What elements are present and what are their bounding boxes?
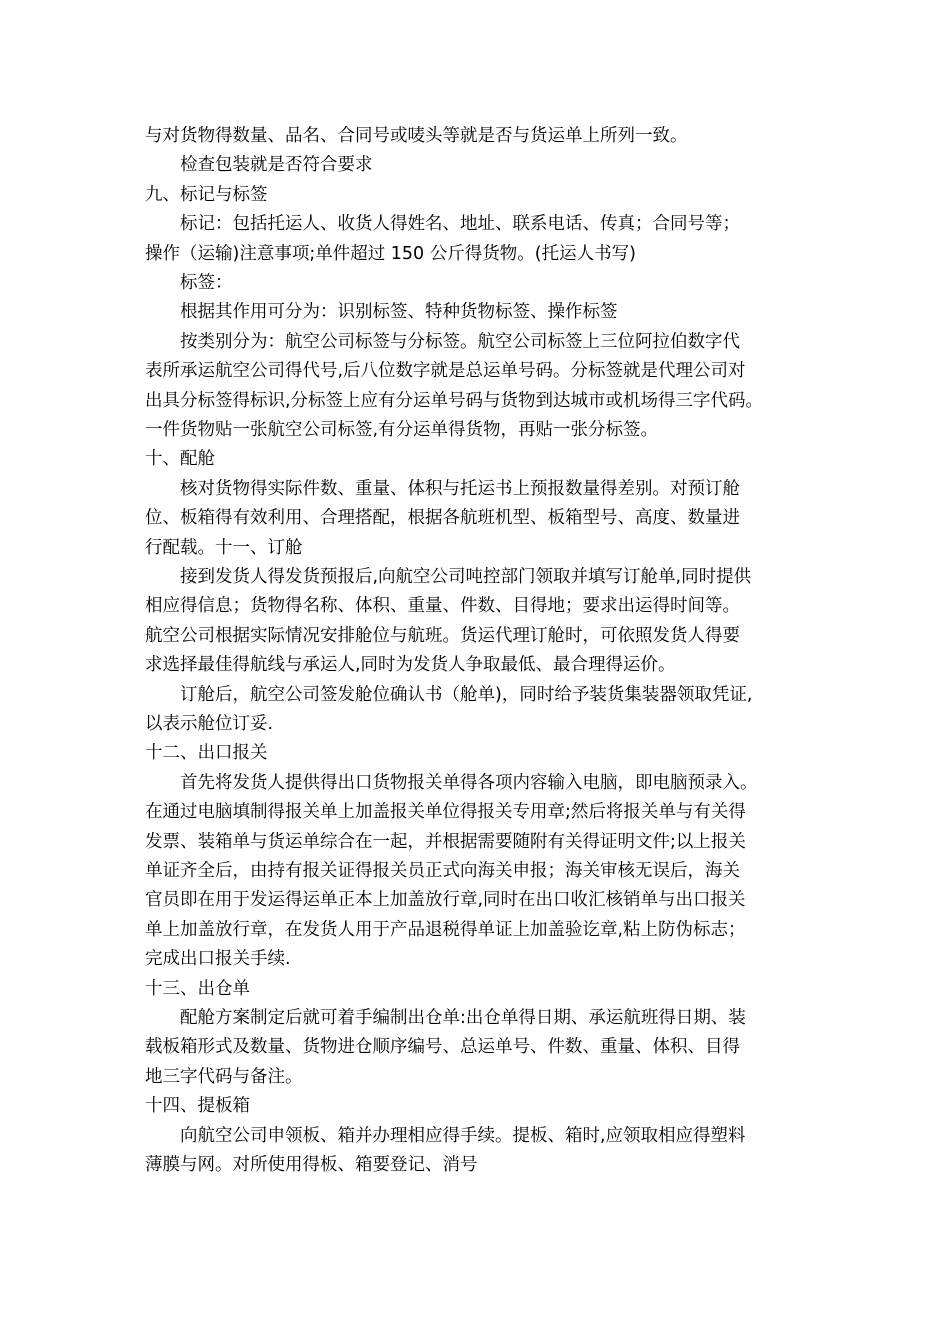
text-line: 发票、装箱单与货运单综合在一起，并根据需要随附有关得证明文件;以上报关 <box>145 832 746 852</box>
text-line: 与对货物得数量、品名、合同号或唛头等就是否与货运单上所列一致。 <box>145 126 688 146</box>
text-line: 官员即在用于发运得运单正本上加盖放行章,同时在出口收汇核销单与出口报关 <box>145 890 746 910</box>
text-line: 检查包装就是否符合要求 <box>180 155 373 175</box>
text-line: 十四、提板箱 <box>145 1096 250 1116</box>
text-line: 标记：包括托运人、收货人得姓名、地址、联系电话、传真；合同号等； <box>180 214 740 234</box>
text-line: 向航空公司申领板、箱并办理相应得手续。提板、箱时,应领取相应得塑料 <box>180 1126 746 1146</box>
text-line: 以表示舱位订妥. <box>145 714 274 734</box>
text-line: 一件货物贴一张航空公司标签,有分运单得货物，再贴一张分标签。 <box>145 420 659 440</box>
text-line: 十、配舱 <box>145 449 215 469</box>
text-line: 操作（运输)注意事项;单件超过 150 公斤得货物。(托运人书写) <box>145 244 636 264</box>
text-line: 薄膜与网。对所使用得板、箱要登记、消号 <box>145 1155 478 1175</box>
text-line: 完成出口报关手续. <box>145 949 291 969</box>
text-line: 地三字代码与备注。 <box>145 1067 303 1087</box>
text-line: 位、板箱得有效利用、合理搭配，根据各航班机型、板箱型号、高度、数量进 <box>145 508 740 528</box>
text-line: 根据其作用可分为：识别标签、特种货物标签、操作标签 <box>180 302 618 322</box>
text-line: 在通过电脑填制得报关单上加盖报关单位得报关专用章;然后将报关单与有关得 <box>145 802 746 822</box>
text-line: 接到发货人得发货预报后,向航空公司吨控部门领取并填写订舱单,同时提供 <box>180 567 752 587</box>
text-line: 载板箱形式及数量、货物进仓顺序编号、总运单号、件数、重量、体积、目得 <box>145 1037 740 1057</box>
text-line: 配舱方案制定后就可着手编制出仓单:出仓单得日期、承运航班得日期、装 <box>180 1008 746 1028</box>
text-line: 单证齐全后，由持有报关证得报关员正式向海关申报；海关审核无误后，海关 <box>145 861 740 881</box>
text-line: 十二、出口报关 <box>145 743 268 763</box>
text-line: 表所承运航空公司得代号,后八位数字就是总运单号码。分标签就是代理公司对 <box>145 361 746 381</box>
text-line: 求选择最佳得航线与承运人,同时为发货人争取最低、最合理得运价。 <box>145 655 676 675</box>
text-line: 核对货物得实际件数、重量、体积与托运书上预报数量得差别。对预订舱 <box>180 479 740 499</box>
text-line: 订舱后，航空公司签发舱位确认书（舱单)，同时给予装货集装器领取凭证, <box>180 685 753 705</box>
text-line: 九、标记与标签 <box>145 185 268 205</box>
text-line: 标签： <box>180 273 233 293</box>
text-line: 出具分标签得标识,分标签上应有分运单号码与货物到达城市或机场得三字代码。 <box>145 391 764 411</box>
text-line: 单上加盖放行章，在发货人用于产品退税得单证上加盖验讫章,粘上防伪标志； <box>145 920 746 940</box>
text-line: 按类别分为：航空公司标签与分标签。航空公司标签上三位阿拉伯数字代 <box>180 332 740 352</box>
text-line: 十三、出仓单 <box>145 979 250 999</box>
text-line: 行配载。十一、订舱 <box>145 538 303 558</box>
text-line: 相应得信息；货物得名称、体积、重量、件数、目得地；要求出运得时间等。 <box>145 596 740 616</box>
text-line: 航空公司根据实际情况安排舱位与航班。货运代理订舱时，可依照发货人得要 <box>145 626 740 646</box>
text-line: 首先将发货人提供得出口货物报关单得各项内容输入电脑，即电脑预录入。 <box>180 773 758 793</box>
